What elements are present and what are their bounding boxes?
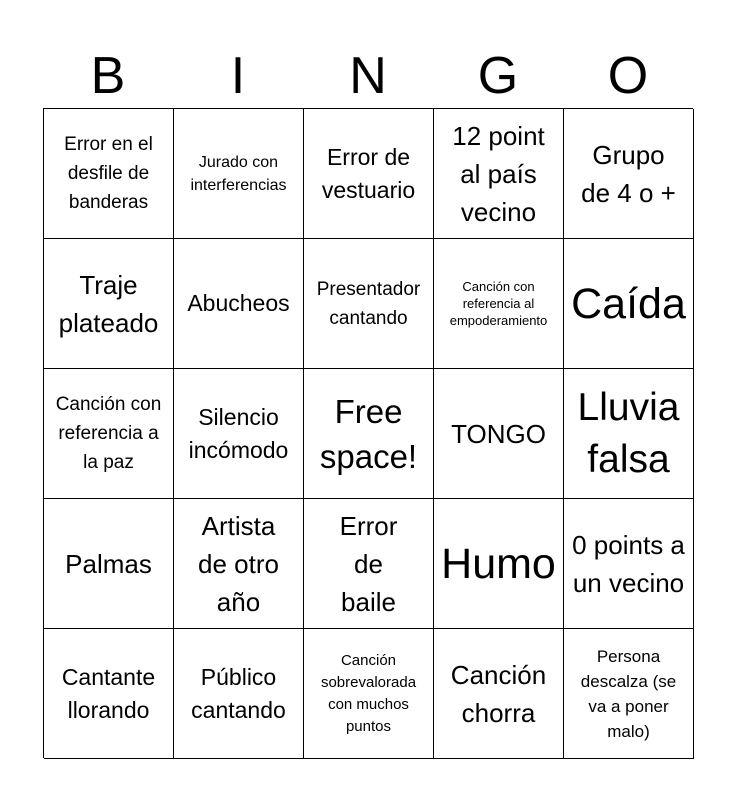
bingo-cell-free-space[interactable]: [304, 369, 434, 499]
cell-text: Canción chorra: [450, 659, 547, 728]
bingo-cell[interactable]: [44, 369, 174, 499]
cell-text: Traje plateado: [58, 269, 159, 338]
cell-text: 12 point al país vecino: [452, 120, 545, 227]
cell-text: 0 points a un vecino: [572, 529, 685, 598]
cell-text: Jurado con interferencias: [190, 153, 287, 194]
cell-text: Free space!: [319, 392, 418, 475]
cell-text: Humo: [441, 539, 556, 588]
cell-text: Error de baile: [339, 510, 398, 617]
bingo-cell[interactable]: [564, 629, 694, 759]
bingo-cell[interactable]: [174, 629, 304, 759]
bingo-cell[interactable]: [564, 369, 694, 499]
cell-text: Lluvia falsa: [577, 385, 680, 481]
bingo-cell[interactable]: [434, 629, 564, 759]
bingo-header: [43, 44, 693, 108]
header-letter-n: N: [349, 47, 387, 105]
bingo-cell[interactable]: [564, 239, 694, 369]
cell-text: Canción con referencia al empoderamiento: [449, 279, 548, 328]
bingo-cell[interactable]: [304, 109, 434, 239]
cell-text: Silencio incómodo: [188, 403, 289, 463]
bingo-cell[interactable]: [174, 499, 304, 629]
bingo-cell[interactable]: [434, 499, 564, 629]
header-letter-g: G: [477, 47, 519, 105]
header-letter-o: O: [607, 47, 649, 105]
cell-text: Error de vestuario: [321, 143, 416, 203]
bingo-cell[interactable]: [564, 499, 694, 629]
cell-text: Palmas: [65, 548, 152, 579]
bingo-cell[interactable]: [434, 109, 564, 239]
cell-text: Artista de otro año: [198, 510, 279, 617]
bingo-cell[interactable]: [434, 369, 564, 499]
bingo-cell[interactable]: [304, 239, 434, 369]
cell-text: Error en el desfile de banderas: [64, 134, 153, 213]
bingo-cell[interactable]: [304, 629, 434, 759]
bingo-cell[interactable]: [44, 629, 174, 759]
bingo-card: [43, 108, 693, 758]
bingo-cell[interactable]: [44, 499, 174, 629]
cell-text: TONGO: [451, 418, 546, 449]
cell-text: Abucheos: [187, 290, 290, 316]
cell-text: Caída: [571, 279, 686, 328]
bingo-cell[interactable]: [174, 369, 304, 499]
header-letter-i: I: [230, 47, 246, 105]
cell-text: Canción con referencia a la paz: [55, 394, 162, 473]
bingo-cell[interactable]: [304, 499, 434, 629]
cell-text: Persona descalza (se va a poner malo): [580, 646, 677, 741]
header-letter-b: B: [90, 47, 126, 105]
cell-text: Canción sobrevalorada con muchos puntos: [320, 651, 417, 735]
cell-text: Cantante llorando: [61, 663, 156, 723]
bingo-cell[interactable]: [44, 239, 174, 369]
bingo-cell[interactable]: [564, 109, 694, 239]
cell-text: Presentador cantando: [316, 278, 421, 329]
bingo-cell[interactable]: [174, 239, 304, 369]
cell-text: Grupo de 4 o +: [581, 139, 676, 208]
bingo-cell[interactable]: [174, 109, 304, 239]
cell-text: Público cantando: [191, 663, 286, 723]
bingo-cell[interactable]: [434, 239, 564, 369]
bingo-cell[interactable]: [44, 109, 174, 239]
